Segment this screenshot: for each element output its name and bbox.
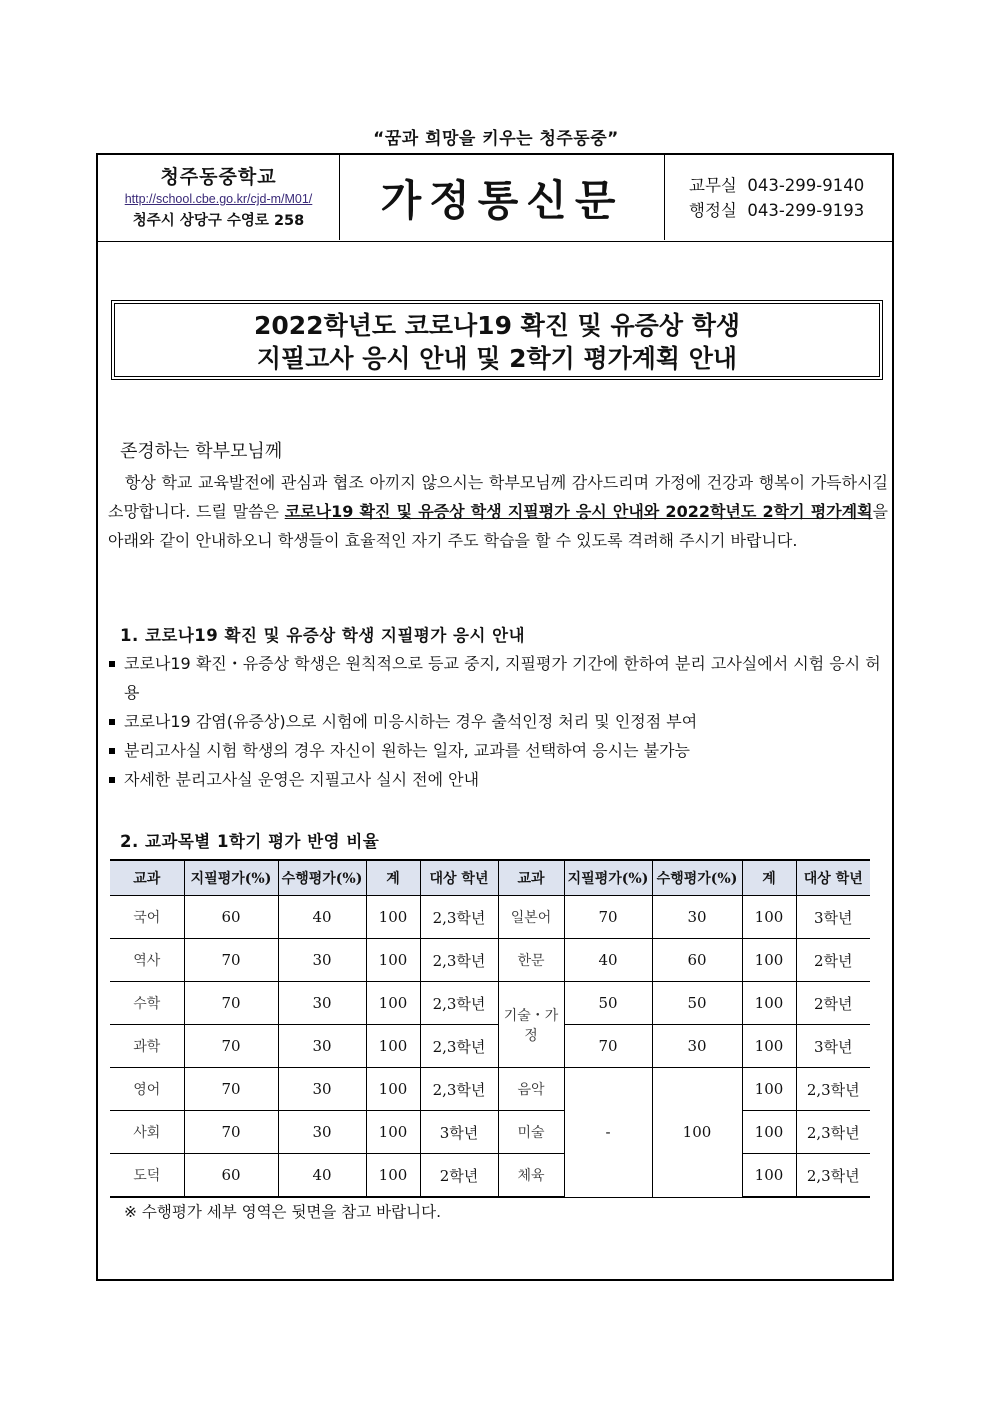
table-cell: 100: [366, 896, 420, 939]
table-cell: 50: [652, 982, 742, 1025]
table-header: 계: [742, 860, 796, 896]
title-cell: [340, 155, 665, 240]
table-header-row: [110, 860, 870, 896]
table-cell: 100: [742, 1111, 796, 1154]
table-cell: 3학년: [796, 1025, 870, 1068]
bullet-square-icon: [109, 748, 115, 754]
table-cell: 2학년: [420, 1154, 498, 1198]
table-cell: 30: [278, 939, 366, 982]
table-row: [110, 1154, 870, 1198]
table-cell: 국어: [110, 896, 184, 939]
table-cell: 70: [564, 896, 652, 939]
table-header: 대상 학년: [796, 860, 870, 896]
table-cell: 30: [652, 896, 742, 939]
table-cell: 100: [366, 982, 420, 1025]
greeting: 존경하는 학부모님께: [120, 441, 283, 462]
contact-info: [665, 155, 894, 240]
intro-text-1: 항상 학교 교육발전에 관심과 협조 아끼지 않으시는 학부모님께 감사드리며 가정에 건강과 행복이 가득하시길 소망합니다. 드릴 말씀은: [108, 473, 888, 521]
table-cell: 일본어: [498, 896, 564, 939]
section2-title: 2. 교과목별 1학기 평가 반영 비율: [120, 832, 380, 851]
contact-label: 행정실: [689, 201, 737, 220]
table-cell: 100: [742, 896, 796, 939]
contact-label: 교무실: [689, 176, 737, 195]
table-cell: 체육: [498, 1154, 564, 1198]
notice-title-line1: 2022학년도 코로나19 확진 및 유증상 학생: [254, 311, 740, 340]
table-header: 교과: [498, 860, 564, 896]
table-cell: 100: [366, 1111, 420, 1154]
table-header: 지필평가(%): [184, 860, 278, 896]
table-cell: 30: [278, 1025, 366, 1068]
table-cell: 60: [184, 1154, 278, 1198]
table-cell: 100: [366, 1025, 420, 1068]
intro-underlined: 코로나19 확진 및 유증상 학생 지필평가 응시 안내와 2022학년도 2학기 평가계획: [284, 502, 873, 521]
table-header: 수행평가(%): [652, 860, 742, 896]
table-cell: 30: [278, 1111, 366, 1154]
newsletter-title: 가정통신문: [380, 175, 624, 225]
intro-paragraph: [108, 468, 888, 555]
list-item-text: 자세한 분리고사실 운영은 지필고사 실시 전에 안내: [124, 770, 480, 789]
table-cell: -: [564, 1068, 652, 1198]
table-cell: 70: [184, 1068, 278, 1111]
notice-title-line2: 지필고사 응시 안내 및 2학기 평가계획 안내: [256, 344, 738, 373]
table-cell: 100: [366, 1154, 420, 1198]
table-cell: 2,3학년: [420, 1068, 498, 1111]
table-cell: 미술: [498, 1111, 564, 1154]
table-cell: 2,3학년: [420, 1025, 498, 1068]
contact-phone: 043-299-9193: [747, 201, 865, 220]
table-cell: 70: [184, 1025, 278, 1068]
table-row: [110, 1068, 870, 1111]
newsletter-header: [98, 155, 892, 242]
list-item: [106, 736, 890, 765]
table-cell: 2,3학년: [420, 982, 498, 1025]
table-header: 계: [366, 860, 420, 896]
table-cell: 음악: [498, 1068, 564, 1111]
table-cell: 3학년: [420, 1111, 498, 1154]
table-cell: 100: [742, 1154, 796, 1198]
school-url-link[interactable]: http://school.cbe.go.kr/cjd-m/M01/: [124, 192, 313, 206]
table-cell: 40: [278, 1154, 366, 1198]
intro-text-2: 을 아래와 같이 안내하오니 학생들이 효율적인 자기 주도 학습을 할 수 있도록 격려해 주시기 바랍니다.: [108, 502, 889, 550]
list-item: [106, 649, 890, 707]
section1-title: 1. 코로나19 확진 및 유증상 학생 지필평가 응시 안내: [120, 626, 526, 645]
table-cell: 40: [564, 939, 652, 982]
table-footnote: ※ 수행평가 세부 영역은 뒷면을 참고 바랍니다.: [124, 1203, 441, 1221]
table-cell: 70: [184, 982, 278, 1025]
table-row: [110, 1111, 870, 1154]
table-cell: 30: [278, 982, 366, 1025]
table-cell: 2,3학년: [420, 939, 498, 982]
table-row: [110, 896, 870, 939]
table-cell: 30: [278, 1068, 366, 1111]
table-header: 교과: [110, 860, 184, 896]
contact-line-admin: [689, 198, 894, 223]
table-header: 지필평가(%): [564, 860, 652, 896]
table-row: [110, 982, 870, 1025]
table-cell: 3학년: [796, 896, 870, 939]
bullet-square-icon: [109, 777, 115, 783]
table-cell: 과학: [110, 1025, 184, 1068]
school-address: 청주시 상당구 수영로 258: [132, 213, 305, 229]
table-cell: 100: [742, 939, 796, 982]
school-info: [98, 155, 340, 240]
table-cell: 100: [652, 1068, 742, 1198]
table-cell: 2,3학년: [796, 1111, 870, 1154]
table-row: [110, 1025, 870, 1068]
table-header: 대상 학년: [420, 860, 498, 896]
table-cell: 사회: [110, 1111, 184, 1154]
table-cell: 영어: [110, 1068, 184, 1111]
bullet-square-icon: [109, 661, 115, 667]
contact-phone: 043-299-9140: [747, 176, 865, 195]
table-cell: 60: [652, 939, 742, 982]
evaluation-ratio-table: [110, 859, 870, 1198]
table-cell: 역사: [110, 939, 184, 982]
table-cell: 70: [184, 939, 278, 982]
table-cell: 100: [366, 1068, 420, 1111]
table-cell: 100: [742, 982, 796, 1025]
table-cell: 도덕: [110, 1154, 184, 1198]
table-cell: 2학년: [796, 982, 870, 1025]
list-item-text: 코로나19 확진・유증상 학생은 원칙적으로 등교 중지, 지필평가 기간에 한하여 분리 고사실에서 시험 응시 허용: [124, 654, 881, 702]
table-cell: 2,3학년: [796, 1068, 870, 1111]
table-cell: 40: [278, 896, 366, 939]
table-cell: 70: [564, 1025, 652, 1068]
table-cell: 수학: [110, 982, 184, 1025]
list-item: [106, 707, 890, 736]
contact-line-office: [689, 173, 894, 198]
table-cell: 한문: [498, 939, 564, 982]
newsletter-frame: [96, 153, 894, 1281]
table-row: [110, 939, 870, 982]
list-item-text: 코로나19 감염(유증상)으로 시험에 미응시하는 경우 출석인정 처리 및 인정점 부여: [124, 712, 698, 731]
table-cell: 100: [742, 1068, 796, 1111]
list-item-text: 분리고사실 시험 학생의 경우 자신이 원하는 일자, 교과를 선택하여 응시는 불가능: [124, 741, 690, 760]
table-cell: 2학년: [796, 939, 870, 982]
school-motto: “꿈과 희망을 키우는 청주동중”: [373, 129, 619, 149]
table-cell: 50: [564, 982, 652, 1025]
table-cell: 60: [184, 896, 278, 939]
table-cell: 2,3학년: [796, 1154, 870, 1198]
table-header: 수행평가(%): [278, 860, 366, 896]
section1-list: [106, 649, 890, 794]
school-name: 청주동중학교: [160, 166, 277, 188]
list-item: [106, 765, 890, 794]
notice-title-box: [111, 300, 883, 380]
table-cell: 2,3학년: [420, 896, 498, 939]
table-cell: 기술・가정: [498, 982, 564, 1068]
notice-title: [114, 303, 880, 377]
table-cell: 70: [184, 1111, 278, 1154]
table-cell: 100: [366, 939, 420, 982]
table-cell: 100: [742, 1025, 796, 1068]
table-cell: 30: [652, 1025, 742, 1068]
bullet-square-icon: [109, 719, 115, 725]
